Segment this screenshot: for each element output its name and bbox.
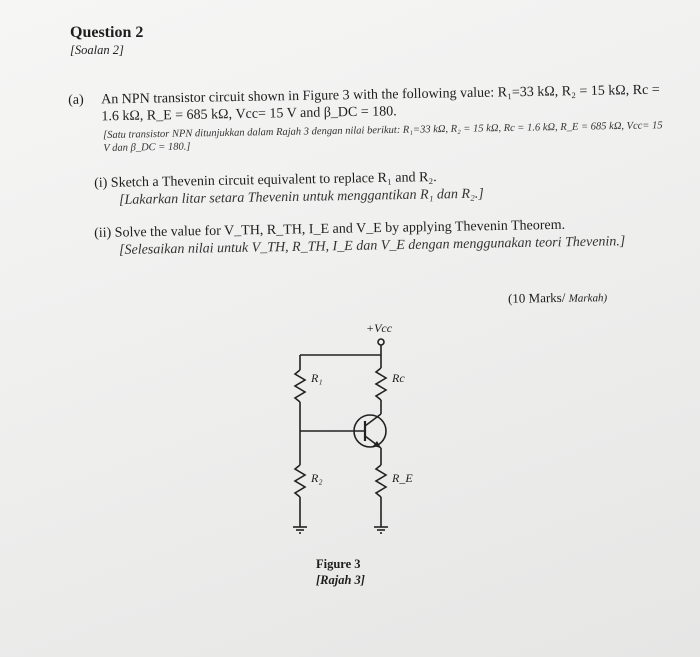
part-a-label: (a) — [68, 92, 84, 108]
question-title: Question 2 — [70, 24, 144, 41]
item-i-malay: [Lakarkan litar setara Thevenin untuk menggantikan R₁ dan R₂.] — [118, 186, 484, 208]
item-i-text: Sketch a Thevenin circuit equivalent to replace R₁ and R₂. — [110, 170, 437, 191]
part-a-malay: [Satu transistor NPN ditunjukkan dalam Rajah 3 dengan nilai berikut: R₁=33 kΩ, R₂ = 15 kΩ, Rc = 1.6 kΩ, R_E = 685 kΩ, Vcc= 15 V dan β_DC = 180.] — [103, 120, 663, 154]
part-a-text: An NPN transistor circuit shown in Figure 3 with the following value: R₁=33 kΩ, R₂ = 15 kΩ, Rc = 1.6 kΩ, R_E = 685 kΩ, Vcc= 15 V and β_DC = 180. — [101, 82, 660, 125]
r2-label: R₂ — [311, 471, 323, 485]
item-i-label: (i) — [94, 175, 108, 191]
re-resistor — [376, 465, 386, 497]
re-label: R_E — [392, 471, 413, 485]
vcc-label: +Vcc — [366, 321, 393, 335]
r1-label: R₁ — [311, 371, 323, 385]
vcc-terminal — [378, 339, 384, 345]
r1-resistor — [295, 370, 305, 402]
question-subtitle: [Soalan 2] — [70, 43, 124, 57]
marks-malay: Markah) — [568, 292, 608, 305]
item-ii-text: Solve the value for V_TH, R_TH, I_E and V_E by applying Thevenin Theorem. — [114, 217, 566, 241]
item-ii-label: (ii) — [94, 225, 112, 241]
rc-resistor — [376, 368, 386, 400]
r2-resistor — [295, 465, 305, 497]
figure-caption: Figure 3 — [316, 557, 361, 571]
item-ii-malay: [Selesaikan nilai untuk V_TH, R_TH, I_E dan V_E dengan menggunakan teori Thevenin.] — [118, 234, 626, 258]
figure-caption-malay: [Rajah 3] — [316, 573, 365, 587]
rc-label: Rc — [392, 371, 405, 385]
marks-text: (10 Marks/ — [507, 289, 566, 306]
